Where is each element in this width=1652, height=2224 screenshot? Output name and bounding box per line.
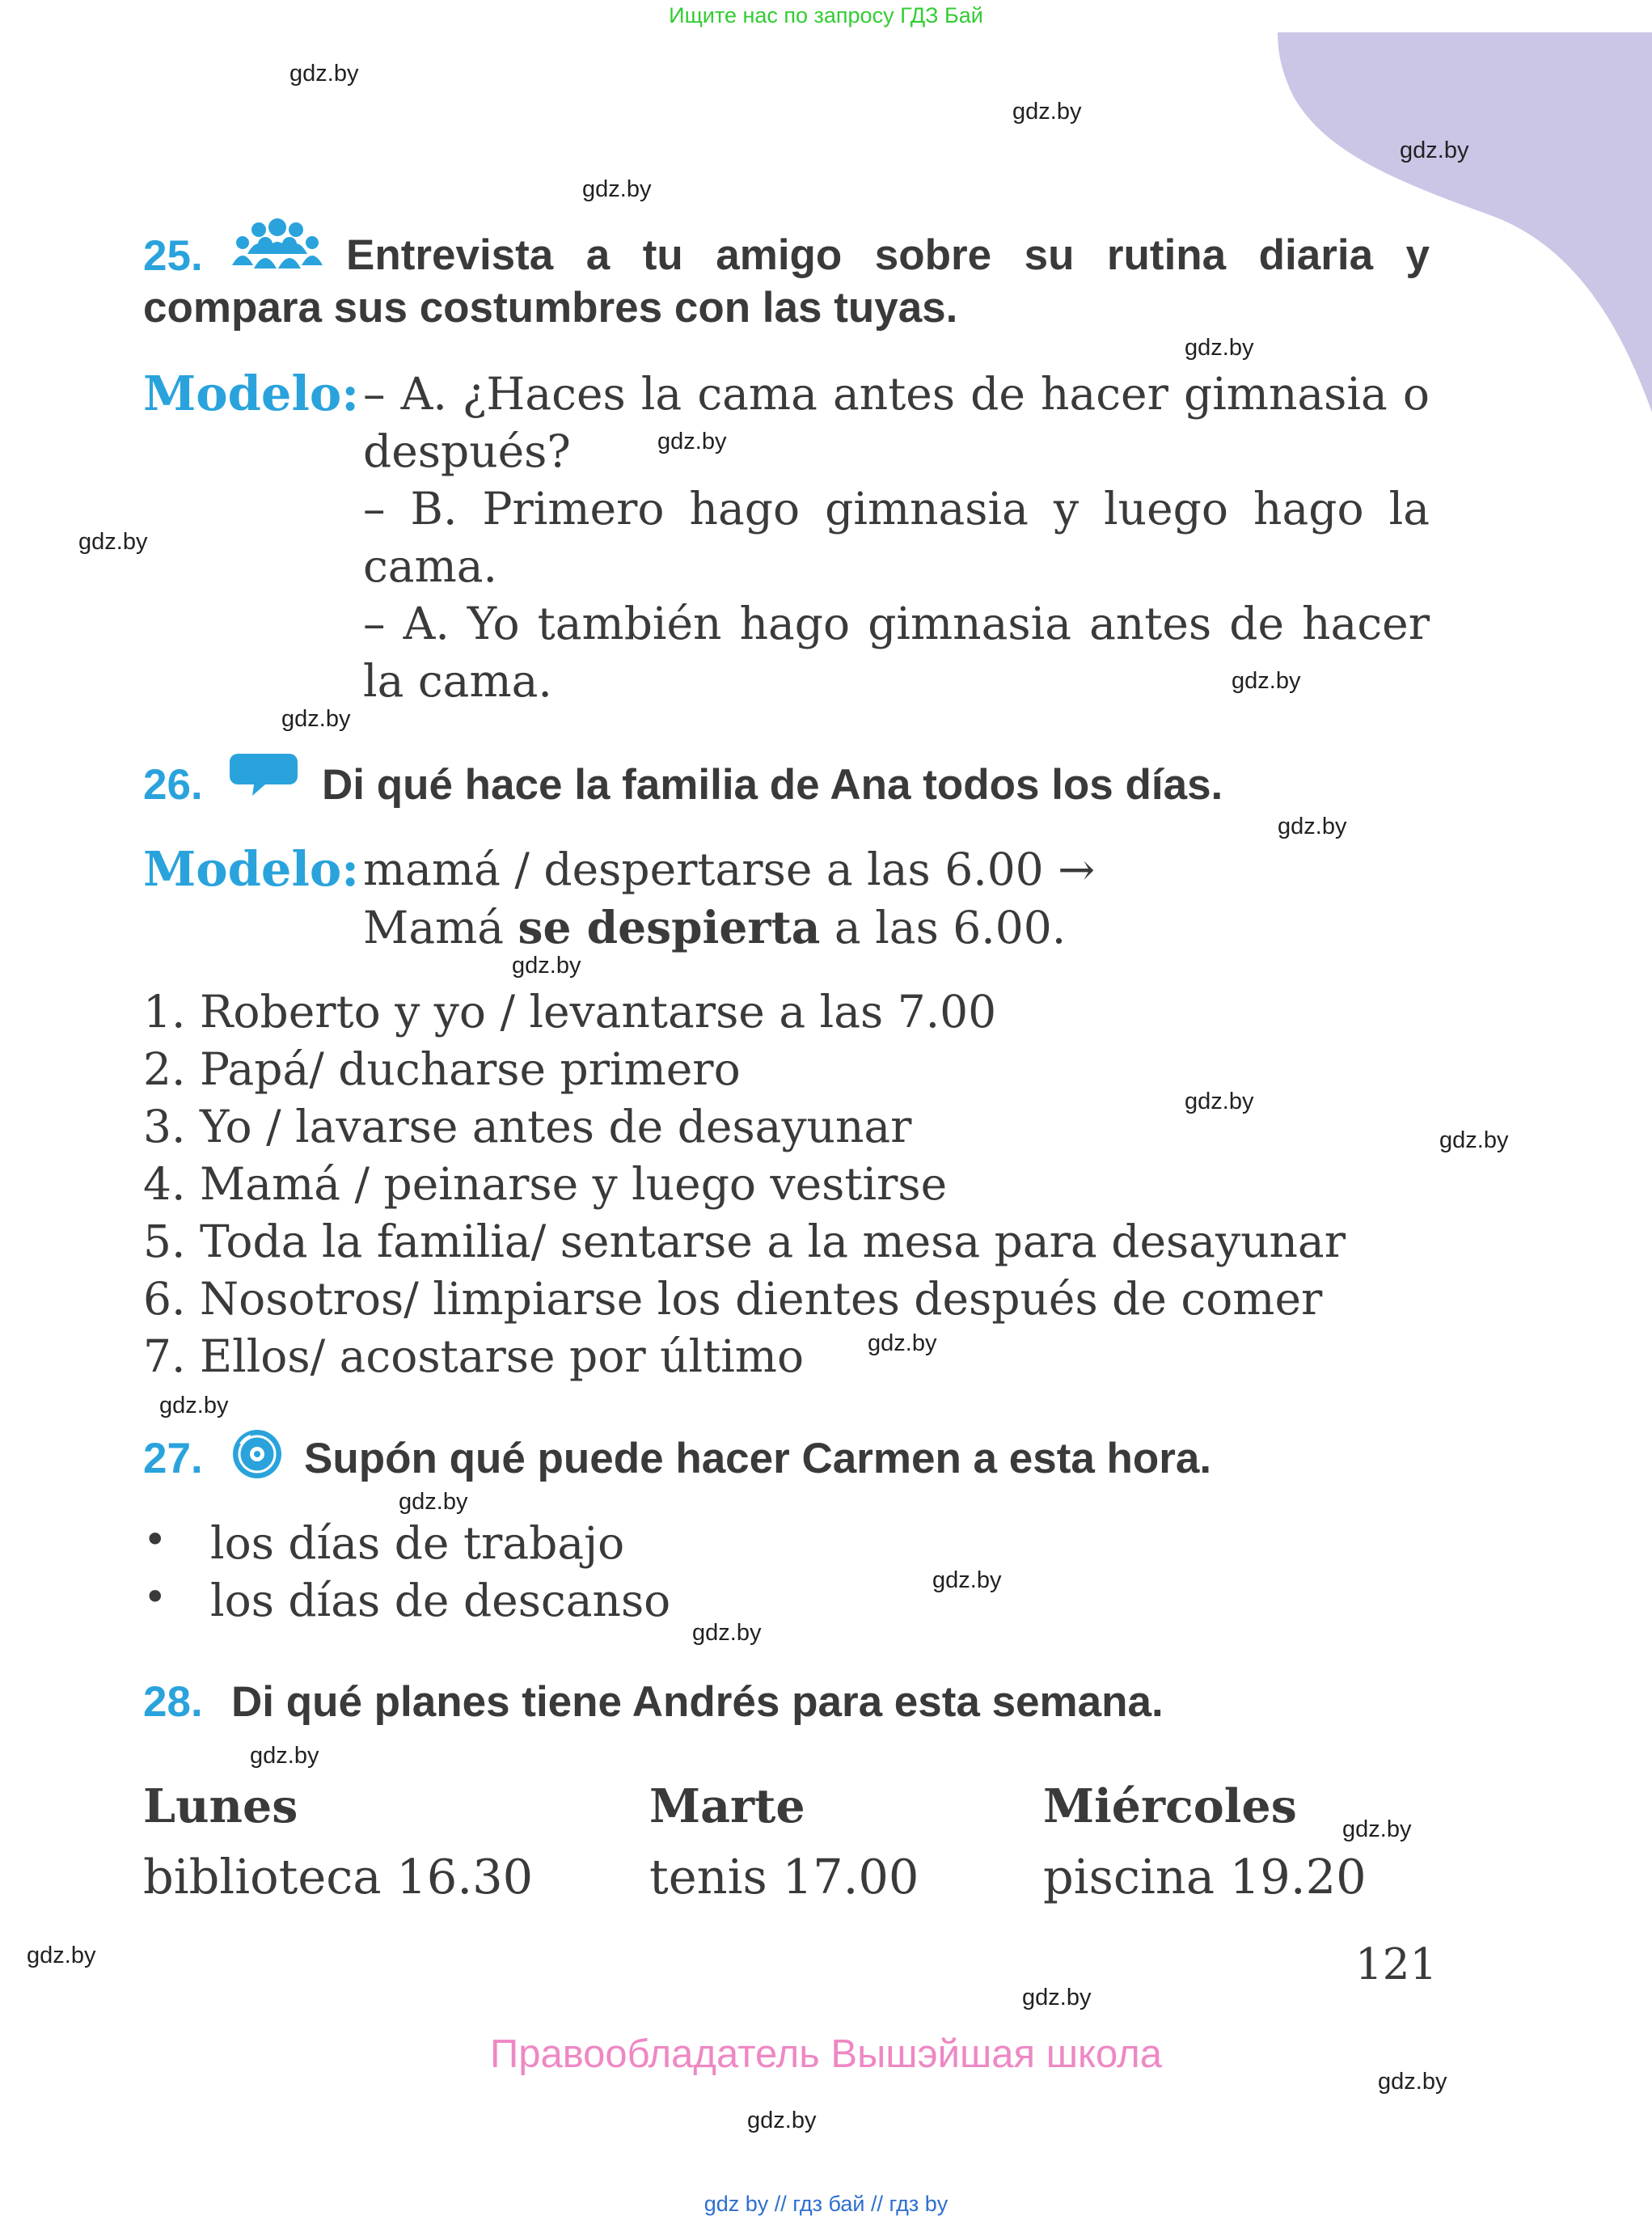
exercise-26-modelo-line2 xyxy=(363,898,1066,957)
watermark: gdz.by xyxy=(1400,137,1469,163)
cd-disc-icon xyxy=(230,1427,285,1482)
watermark: gdz.by xyxy=(692,1620,762,1646)
watermark: gdz.by xyxy=(281,706,351,732)
day-heading-wednesday: Miércoles xyxy=(1043,1779,1297,1833)
exercise-25-heading-line1: Entrevista a tu amigo sobre su rutina diaria y xyxy=(346,231,1430,279)
watermark: gdz.by xyxy=(1012,99,1082,125)
bullet-item: los días de trabajo xyxy=(210,1517,625,1569)
day-heading-tuesday: Marte xyxy=(649,1779,805,1833)
plan-monday: biblioteca 16.30 xyxy=(143,1849,534,1905)
exercise-25-number: 25. xyxy=(143,232,203,280)
watermark: gdz.by xyxy=(1232,668,1301,694)
list-item: 1. Roberto y yo / levantarse a las 7.00 xyxy=(143,986,997,1038)
plan-tuesday: tenis 17.00 xyxy=(649,1849,919,1905)
exercise-26-modelo-line1: mamá / despertarse a las 6.00 → xyxy=(363,844,1096,895)
list-item: 4. Mamá / peinarse y luego vestirse xyxy=(143,1158,948,1210)
watermark: gdz.by xyxy=(250,1743,319,1769)
exercise-26-list xyxy=(143,983,1453,1385)
watermark: gdz.by xyxy=(1342,1816,1412,1842)
exercise-28-heading: Di qué planes tiene Andrés para esta semana. xyxy=(231,1678,1164,1726)
list-item: 2. Papá/ ducharse primero xyxy=(143,1043,741,1095)
exercise-25-heading-line2: compara sus costumbres con las tuyas. xyxy=(143,284,958,332)
watermark: gdz.by xyxy=(78,529,148,555)
dialog-line: después? xyxy=(363,425,571,477)
watermark: gdz.by xyxy=(159,1393,229,1419)
page-number: 121 xyxy=(1355,1940,1438,1989)
watermark: gdz.by xyxy=(932,1567,1002,1593)
modelo-bold-verb: se despierta xyxy=(518,901,821,953)
speech-bubble-icon xyxy=(230,752,299,799)
watermark: gdz.by xyxy=(1378,2069,1447,2095)
watermark: gdz.by xyxy=(289,61,359,87)
watermark: gdz.by xyxy=(399,1489,468,1515)
watermark: gdz.by xyxy=(657,429,727,455)
watermark: gdz.by xyxy=(1022,1985,1092,2010)
watermark: gdz.by xyxy=(747,2108,817,2133)
watermark: gdz.by xyxy=(868,1330,937,1356)
watermark: gdz.by xyxy=(1185,335,1254,361)
list-item: 5. Toda la familia/ sentarse a la mesa para desayunar xyxy=(143,1216,1346,1267)
dialog-line: cama. xyxy=(363,540,498,592)
dialog-line: la cama. xyxy=(363,655,552,707)
modelo-text: Mamá xyxy=(363,902,518,953)
list-item: 3. Yo / lavarse antes de desayunar xyxy=(143,1101,912,1152)
top-search-banner[interactable]: Ищите нас по запросу ГДЗ Бай xyxy=(669,3,983,27)
watermark: gdz.by xyxy=(1278,814,1347,839)
plan-wednesday: piscina 19.20 xyxy=(1043,1849,1367,1905)
dialog-line: – A. Yo también hago gimnasia antes de hacer xyxy=(363,598,1430,649)
dialog-line: – B. Primero hago gimnasia y luego hago la xyxy=(363,483,1430,535)
list-item: 6. Nosotros/ limpiarse los dientes después de comer xyxy=(143,1273,1323,1325)
exercise-27-number: 27. xyxy=(143,1435,203,1482)
list-item: 7. Ellos/ acostarse por último xyxy=(143,1330,805,1382)
watermark: gdz.by xyxy=(1185,1089,1254,1114)
exercise-28-number: 28. xyxy=(143,1678,203,1726)
dialog-line: – A. ¿Haces la cama antes de hacer gimnasia o xyxy=(363,368,1430,420)
exercise-25-modelo-label: Modelo: xyxy=(143,366,359,421)
exercise-26-heading: Di qué hace la familia de Ana todos los días. xyxy=(322,761,1223,809)
modelo-text: a las 6.00. xyxy=(820,902,1067,953)
watermark: gdz.by xyxy=(1439,1127,1509,1153)
corner-decoration xyxy=(1278,32,1652,412)
watermark: gdz.by xyxy=(582,176,652,202)
watermark: gdz.by xyxy=(512,953,581,979)
group-people-icon xyxy=(230,218,325,272)
bottom-links[interactable]: gdz by // гдз бай // гдз by xyxy=(703,2192,949,2216)
exercise-26-number: 26. xyxy=(143,761,203,809)
bullet-dot: • xyxy=(143,1516,167,1563)
watermark: gdz.by xyxy=(27,1943,96,1968)
exercise-26-modelo-label: Modelo: xyxy=(143,841,359,897)
bullet-item: los días de descanso xyxy=(210,1575,671,1626)
exercise-27-heading: Supón qué puede hacer Carmen a esta hora. xyxy=(304,1435,1212,1482)
bullet-dot: • xyxy=(143,1574,167,1621)
copyright-owner: Правообладатель Вышэйшая школа xyxy=(489,2032,1163,2076)
exercise-25-dialog xyxy=(363,366,1430,710)
day-heading-monday: Lunes xyxy=(143,1779,298,1833)
